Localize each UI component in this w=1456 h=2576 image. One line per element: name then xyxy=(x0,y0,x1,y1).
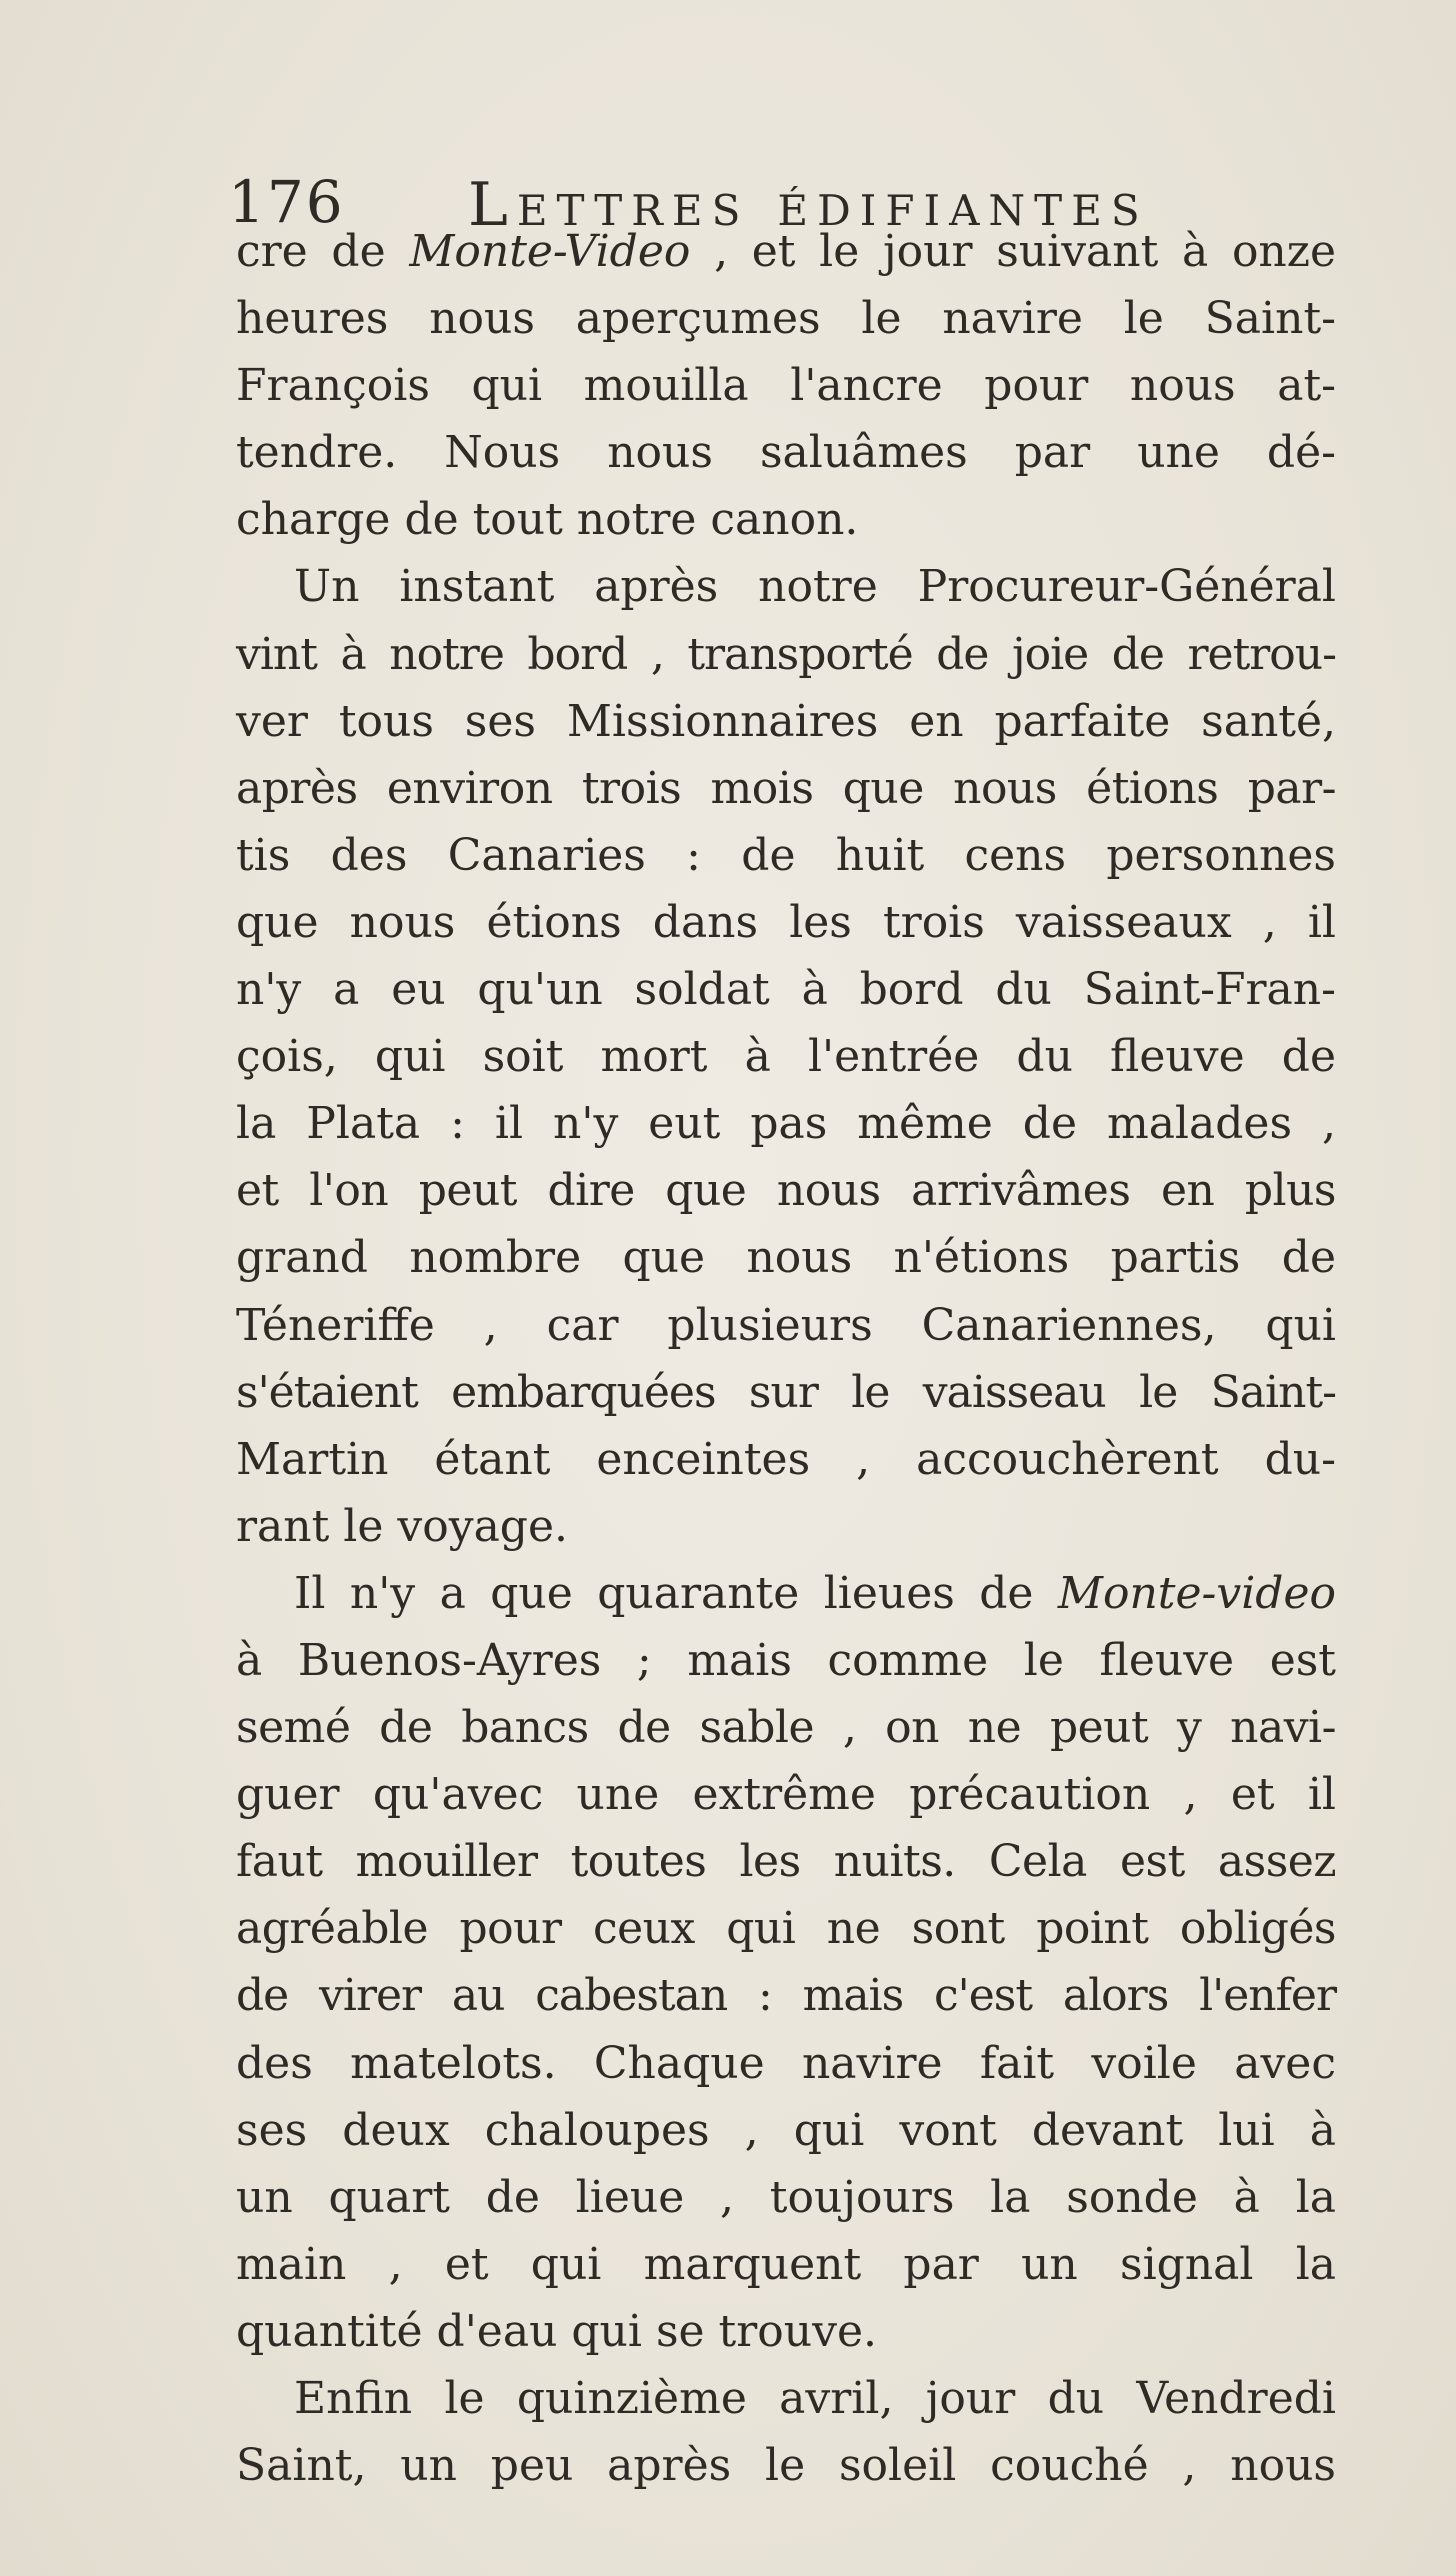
text-line: Enfin le quinzième avril, jour du Vendredi xyxy=(294,2373,1336,2424)
text-line: Saint, un peu après le soleil couché , nous xyxy=(236,2440,1336,2492)
text-line: charge de tout notre canon. xyxy=(236,494,859,546)
text-line: çois, qui soit mort à l'entrée du fleuve de xyxy=(236,1031,1336,1083)
text-line: s'étaient embarquées sur le vaisseau le Saint- xyxy=(236,1366,1336,1418)
text-line: vint à notre bord , transporté de joie de retrou- xyxy=(236,628,1336,680)
text-line: après environ trois mois que nous étions par- xyxy=(236,762,1336,814)
place-name-italic: Monte-video xyxy=(1057,1567,1336,1619)
text-line: cre de Monte-Video , et le jour suivant à onze xyxy=(236,226,1336,277)
text-line: tis des Canaries : de huit cens personnes xyxy=(236,829,1336,881)
text-line: quantité d'eau qui se trouve. xyxy=(236,2305,877,2357)
body-text xyxy=(236,218,1336,2499)
place-name-italic: Monte-Video xyxy=(409,226,691,277)
text-line: ses deux chaloupes , qui vont devant lui à xyxy=(236,2104,1336,2156)
text-line: agréable pour ceux qui ne sont point obligés xyxy=(236,1903,1336,1955)
running-head: Lettres édifiantes xyxy=(468,170,1149,240)
text-line: des matelots. Chaque navire fait voile avec xyxy=(236,2037,1336,2089)
text-line: faut mouiller toutes les nuits. Cela est assez xyxy=(236,1836,1336,1888)
text-line: grand nombre que nous n'étions partis de xyxy=(236,1232,1336,1284)
page-number: 176 xyxy=(228,168,345,236)
text-line: que nous étions dans les trois vaisseaux , il xyxy=(236,896,1336,948)
text-line: Il n'y a que quarante lieues de Monte-video xyxy=(294,1567,1336,1619)
text-line: Un instant après notre Procureur-Général xyxy=(294,561,1336,613)
text-line: main , et qui marquent par un signal la xyxy=(236,2238,1336,2290)
text-line: Téneriffe , car plusieurs Canariennes, qui xyxy=(236,1299,1336,1351)
text-line: guer qu'avec une extrême précaution , et il xyxy=(236,1769,1336,1821)
text-line: tendre. Nous nous saluâmes par une dé- xyxy=(236,427,1336,479)
text-line: Martin étant enceintes , accouchèrent du- xyxy=(236,1433,1336,1485)
text-line: à Buenos-Ayres ; mais comme le fleuve est xyxy=(236,1634,1336,1686)
text-line: ver tous ses Missionnaires en parfaite santé, xyxy=(236,695,1336,747)
text-line: un quart de lieue , toujours la sonde à la xyxy=(236,2171,1336,2223)
text-line: et l'on peut dire que nous arrivâmes en plus xyxy=(236,1165,1336,1217)
text-line: François qui mouilla l'ancre pour nous at- xyxy=(236,360,1336,412)
text-line: heures nous aperçumes le navire le Saint- xyxy=(236,293,1336,345)
text-line: n'y a eu qu'un soldat à bord du Saint-Fran- xyxy=(236,964,1336,1016)
text-line: rant le voyage. xyxy=(236,1500,568,1552)
text-line: semé de bancs de sable , on ne peut y navi- xyxy=(236,1702,1336,1754)
text-line: la Plata : il n'y eut pas même de malades , xyxy=(236,1098,1336,1150)
text-line: de virer au cabestan : mais c'est alors l'enfer xyxy=(236,1970,1336,2022)
